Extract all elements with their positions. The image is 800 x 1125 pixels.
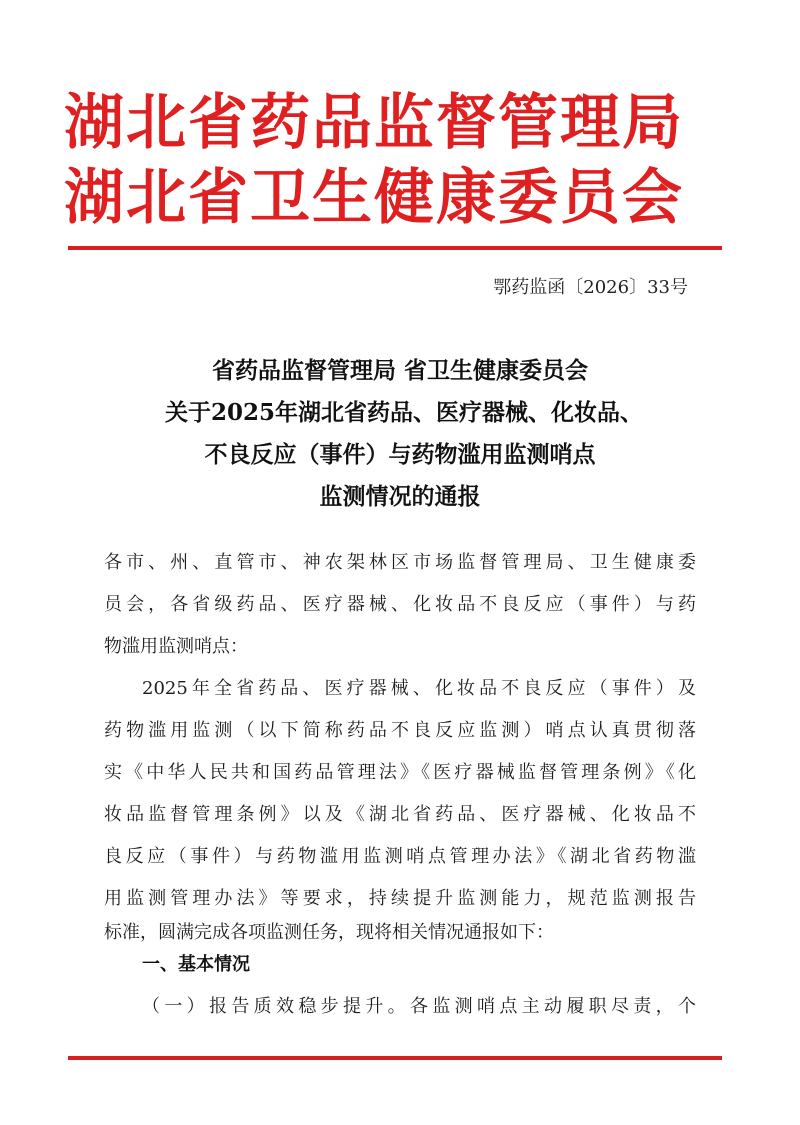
issuing-org-line-2: 湖北省卫生健康委员会	[64, 163, 684, 233]
title-line-4: 监测情况的通报	[319, 483, 481, 510]
paragraph-1-line-5: 良反应（事件）与药物滥用监测哨点管理办法》《湖北省药物滥	[104, 846, 696, 867]
document-number: 鄂药监函〔2026〕33号	[493, 277, 688, 298]
addressee-line-1: 各市、州、直管市、神农架林区市场监督管理局、卫生健康委	[104, 552, 696, 573]
paragraph-1-line-4: 妆品监督管理条例》以及《湖北省药品、医疗器械、化妆品不	[104, 804, 696, 825]
title-line-3: 不良反应（事件）与药物滥用监测哨点	[204, 441, 596, 468]
addressee-line-3: 物滥用监测哨点：	[104, 636, 248, 657]
addressee-line-2: 员会，各省级药品、医疗器械、化妆品不良反应（事件）与药	[104, 594, 696, 615]
paragraph-1-line-6: 用监测管理办法》等要求，持续提升监测能力，规范监测报告	[104, 888, 696, 909]
paragraph-1-line-3: 实《中华人民共和国药品管理法》《医疗器械监督管理条例》《化	[104, 762, 696, 783]
issuing-org-line-1: 湖北省药品监督管理局	[64, 88, 684, 158]
header-red-rule	[68, 246, 722, 250]
title-line-2: 关于2025年湖北省药品、医疗器械、化妆品、	[164, 399, 643, 426]
section-heading-basic-situation: 一、基本情况	[142, 954, 250, 975]
paragraph-1-line-1: 2025年全省药品、医疗器械、化妆品不良反应（事件）及	[142, 678, 696, 699]
footer-red-rule	[68, 1056, 722, 1060]
paragraph-1-line-2: 药物滥用监测（以下简称药品不良反应监测）哨点认真贯彻落	[104, 720, 696, 741]
title-line-1: 省药品监督管理局 省卫生健康委员会	[211, 357, 588, 384]
section-1-line-1: （一）报告质效稳步提升。各监测哨点主动履职尽责，个	[142, 996, 696, 1017]
paragraph-1-line-7: 标准，圆满完成各项监测任务，现将相关情况通报如下：	[104, 922, 554, 943]
